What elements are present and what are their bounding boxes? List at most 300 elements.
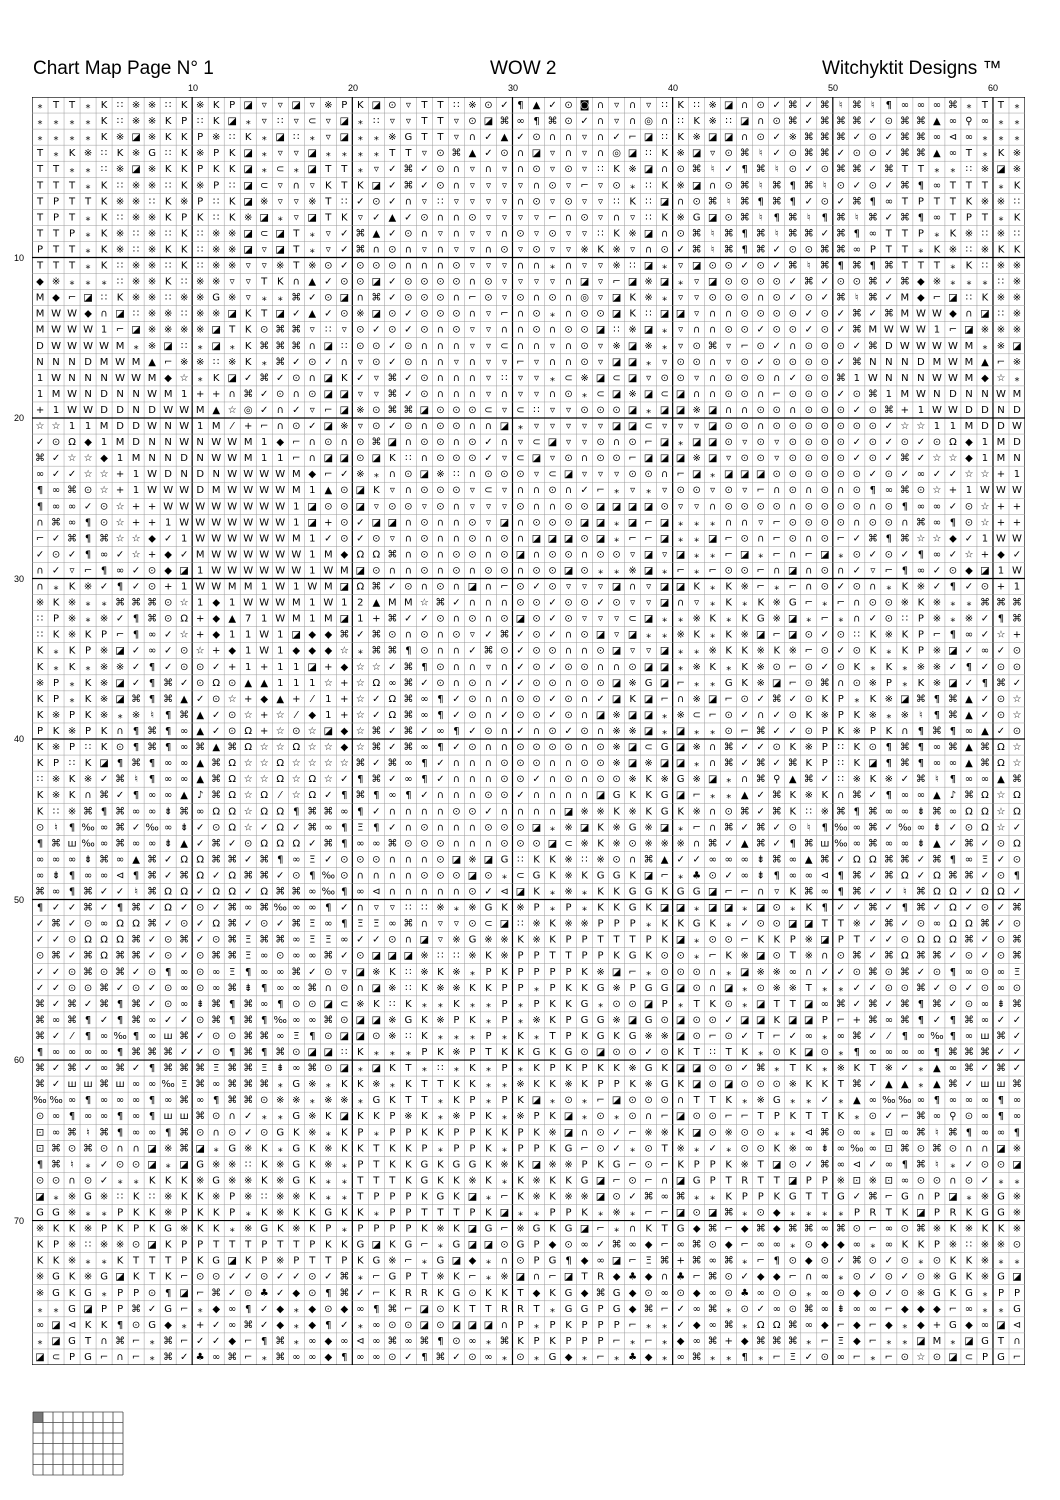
chart-symbol: ∷ — [132, 244, 140, 256]
chart-symbol: ∞ — [852, 1303, 862, 1315]
chart-symbol: ✓ — [292, 356, 301, 368]
chart-symbol: ⁎ — [726, 1303, 732, 1315]
chart-symbol: ⊙ — [436, 276, 445, 288]
chart-symbol: ◪ — [659, 822, 670, 834]
chart-symbol: ▿ — [517, 388, 524, 400]
chart-symbol: ∞ — [724, 854, 733, 866]
chart-symbol: K — [661, 934, 668, 946]
chart-symbol: ◪ — [707, 1207, 718, 1219]
chart-symbol: ⊙ — [660, 372, 669, 384]
chart-symbol: ⇟ — [244, 982, 253, 994]
chart-symbol: 1 — [949, 421, 957, 433]
chart-symbol: ⊙ — [500, 758, 509, 770]
chart-symbol: ✓ — [324, 1271, 333, 1283]
chart-symbol: ※ — [292, 1095, 301, 1107]
chart-symbol: ◆ — [164, 1319, 172, 1331]
chart-symbol: 1 — [196, 597, 204, 609]
chart-symbol: ☆ — [259, 758, 269, 770]
chart-symbol: ∞ — [932, 212, 942, 224]
chart-symbol: ⌘ — [211, 1014, 222, 1026]
chart-symbol: ⊙ — [772, 1287, 781, 1299]
chart-symbol: ¶ — [885, 790, 893, 802]
chart-symbol: ⌘ — [163, 1063, 174, 1075]
chart-symbol: W — [83, 340, 94, 352]
chart-symbol: ◆ — [772, 1207, 781, 1219]
chart-symbol: G — [292, 1175, 301, 1187]
chart-symbol: ⁎ — [758, 549, 764, 561]
chart-symbol: ▿ — [501, 276, 507, 288]
chart-symbol: ◪ — [83, 1303, 93, 1315]
chart-symbol: ⊙ — [420, 388, 429, 400]
chart-symbol: ✓ — [276, 918, 285, 930]
chart-symbol: ⁎ — [694, 1191, 700, 1203]
chart-symbol: M — [900, 308, 910, 320]
chart-symbol: ⌘ — [963, 1014, 974, 1026]
chart-symbol: 1 — [309, 597, 316, 609]
chart-symbol: ※ — [308, 1127, 317, 1139]
chart-symbol: ▲ — [196, 758, 205, 770]
chart-symbol: ⊙ — [596, 758, 605, 770]
chart-symbol: ◪ — [707, 774, 718, 786]
chart-symbol: T — [52, 260, 60, 272]
chart-symbol: Ξ — [293, 1030, 300, 1042]
chart-symbol: ⊙ — [772, 902, 781, 914]
chart-symbol: ⌘ — [867, 1014, 878, 1026]
chart-symbol: ∩ — [676, 196, 685, 208]
chart-symbol: K — [789, 886, 797, 898]
chart-symbol: ∞ — [147, 629, 157, 641]
chart-symbol: ⊙ — [580, 677, 589, 689]
chart-symbol: ※ — [147, 244, 157, 256]
chart-symbol: ◪ — [147, 1143, 157, 1155]
chart-symbol: ¶ — [132, 870, 140, 882]
chart-symbol: ⊙ — [980, 1159, 990, 1171]
chart-symbol: ∩ — [564, 790, 573, 802]
chart-symbol: ※ — [516, 902, 525, 914]
chart-symbol: ⊙ — [388, 1319, 397, 1331]
chart-symbol: K — [100, 212, 108, 224]
chart-symbol: ⌘ — [227, 742, 238, 754]
chart-symbol: ⁎ — [790, 1207, 796, 1219]
chart-symbol: ⌐ — [740, 726, 749, 737]
chart-symbol: ◪ — [483, 854, 494, 866]
chart-symbol: ⌐ — [804, 597, 813, 609]
chart-symbol: P — [117, 1207, 124, 1219]
chart-symbol: Ω — [228, 886, 237, 898]
chart-symbol: ⊙ — [564, 517, 573, 529]
chart-symbol: ⊙ — [83, 918, 93, 930]
chart-symbol: 1 — [293, 517, 300, 529]
chart-symbol: ⊙ — [436, 1303, 445, 1315]
chart-symbol: ⊙ — [532, 742, 541, 754]
chart-symbol: T — [453, 1207, 460, 1219]
chart-symbol: ✓ — [820, 966, 829, 978]
chart-symbol: ¶ — [821, 902, 828, 914]
chart-symbol: ¶ — [949, 966, 957, 978]
chart-symbol: K — [405, 1159, 412, 1171]
chart-symbol: ☆ — [179, 597, 189, 609]
chart-symbol: W — [259, 645, 270, 657]
chart-symbol: ⌘ — [131, 998, 142, 1010]
chart-symbol: ⁎ — [710, 1351, 716, 1363]
chart-symbol: ⊂ — [516, 404, 525, 416]
chart-symbol: ∩ — [452, 228, 461, 240]
chart-symbol: ∩ — [805, 565, 813, 577]
chart-symbol: ◪ — [675, 453, 686, 465]
chart-symbol: ※ — [836, 1063, 846, 1075]
chart-symbol: ✓ — [740, 918, 749, 930]
chart-symbol: ⌐ — [804, 549, 813, 561]
chart-symbol: ∞ — [788, 854, 797, 866]
chart-symbol: K — [757, 934, 765, 946]
chart-symbol: P — [917, 629, 924, 641]
chart-symbol: ※ — [388, 1255, 397, 1267]
chart-symbol: ⌘ — [131, 950, 142, 962]
chart-symbol: P — [597, 1335, 604, 1347]
chart-symbol: ☆ — [323, 677, 333, 689]
chart-symbol: ⁎ — [726, 790, 732, 802]
chart-symbol: K — [196, 1223, 204, 1235]
chart-symbol: K — [709, 661, 716, 673]
chart-symbol: ※ — [996, 324, 1006, 336]
chart-symbol: ∩ — [837, 565, 845, 577]
chart-symbol: ⊙ — [836, 453, 846, 465]
chart-symbol: ⌘ — [867, 838, 878, 850]
chart-symbol: ☆ — [355, 693, 365, 705]
chart-symbol: ∞ — [628, 1239, 637, 1251]
chart-symbol: ⊙ — [660, 966, 669, 978]
chart-symbol: ※ — [692, 661, 701, 673]
chart-symbol: K — [597, 822, 604, 834]
chart-symbol: ∞ — [99, 549, 109, 561]
chart-symbol: 1 — [965, 485, 973, 497]
chart-symbol: P — [549, 1063, 556, 1075]
chart-symbol: P — [597, 950, 604, 962]
chart-symbol: ∩ — [452, 517, 461, 529]
chart-symbol: ⊙ — [452, 421, 461, 433]
chart-symbol: K — [244, 340, 252, 352]
chart-symbol: ▿ — [533, 228, 540, 240]
chart-symbol: ∩ — [436, 565, 445, 577]
chart-symbol: ⌘ — [931, 854, 942, 866]
chart-symbol: P — [517, 950, 524, 962]
chart-symbol: ⁎ — [582, 1351, 588, 1363]
chart-symbol: G — [404, 1239, 413, 1251]
chart-symbol: ✓ — [99, 774, 109, 786]
chart-symbol: ✓ — [115, 982, 125, 994]
chart-symbol: ∞ — [420, 693, 429, 705]
chart-symbol: Ξ — [180, 1079, 188, 1091]
chart-symbol: K — [805, 1063, 813, 1075]
chart-symbol: ⊙ — [532, 324, 541, 336]
chart-symbol: ✓ — [388, 164, 397, 176]
chart-symbol: Ω — [901, 950, 909, 962]
chart-symbol: P — [549, 1319, 556, 1331]
chart-symbol: W — [275, 533, 286, 545]
chart-symbol: K — [84, 629, 92, 641]
chart-symbol: ※ — [276, 1159, 285, 1171]
chart-symbol: ∞ — [99, 1111, 109, 1123]
chart-symbol: ∩ — [596, 100, 605, 112]
chart-symbol: ⌘ — [739, 148, 750, 160]
chart-symbol: ⌐ — [788, 677, 797, 689]
chart-symbol: ⌘ — [899, 276, 910, 288]
chart-symbol: K — [164, 276, 172, 288]
chart-symbol: ∞ — [131, 838, 141, 850]
chart-symbol: ✓ — [484, 629, 493, 641]
chart-symbol: ▿ — [373, 372, 379, 384]
chart-symbol: T — [933, 260, 940, 272]
chart-symbol: ∩ — [516, 196, 525, 208]
chart-symbol: ∞ — [708, 1287, 717, 1299]
chart-symbol: ※ — [163, 1143, 173, 1155]
chart-symbol: Ω — [228, 790, 237, 802]
chart-symbol: ◪ — [643, 709, 654, 721]
chart-symbol: ※ — [436, 902, 445, 914]
chart-symbol: ◆ — [628, 1287, 637, 1299]
chart-symbol: ⌘ — [723, 244, 734, 256]
chart-symbol: K — [357, 1079, 364, 1091]
chart-symbol: ✓ — [836, 854, 846, 866]
chart-symbol: P — [69, 228, 76, 240]
chart-symbol: ✓ — [147, 982, 157, 994]
chart-symbol: K — [68, 148, 76, 160]
chart-symbol: ◪ — [179, 1287, 189, 1299]
chart-symbol: ◪ — [675, 758, 686, 770]
chart-symbol: W — [291, 565, 302, 577]
chart-symbol: ∞ — [163, 822, 173, 834]
chart-symbol: ⌘ — [1011, 902, 1022, 914]
chart-symbol: ◆ — [164, 549, 172, 561]
chart-symbol: ⁎ — [357, 132, 363, 144]
chart-symbol: ▿ — [357, 356, 363, 368]
chart-symbol: ∷ — [68, 758, 76, 770]
chart-symbol: T — [389, 148, 396, 160]
chart-symbol: ∩ — [452, 388, 461, 400]
chart-symbol: ◆ — [276, 1303, 285, 1315]
chart-symbol: ∩ — [709, 180, 717, 192]
chart-symbol: ⊙ — [788, 324, 797, 336]
chart-symbol: ✓ — [260, 388, 269, 400]
chart-symbol: ⌘ — [915, 886, 926, 898]
chart-symbol: ✓ — [356, 629, 365, 641]
chart-symbol: W — [227, 469, 238, 481]
chart-symbol: ∞ — [868, 228, 878, 240]
chart-symbol: ⁎ — [53, 661, 59, 673]
chart-symbol: ※ — [195, 276, 205, 288]
chart-symbol: ⊙ — [788, 469, 797, 481]
chart-symbol: ✓ — [756, 324, 765, 336]
chart-symbol: ✓ — [35, 982, 45, 994]
chart-symbol: K — [533, 1127, 540, 1139]
chart-symbol: + — [147, 501, 157, 513]
chart-symbol: ∩ — [532, 790, 541, 802]
chart-symbol: ⁎ — [870, 1239, 876, 1251]
chart-symbol: K — [693, 629, 700, 641]
chart-symbol: ⊙ — [820, 517, 829, 529]
chart-symbol: ⊙ — [596, 453, 605, 465]
chart-symbol: ⊙ — [692, 1207, 701, 1219]
chart-symbol: ▲ — [740, 838, 749, 850]
chart-symbol: ※ — [356, 308, 365, 320]
chart-symbol: ♮ — [150, 709, 154, 721]
chart-symbol: P — [309, 1239, 316, 1251]
chart-symbol: ⁎ — [117, 709, 123, 721]
chart-symbol: G — [596, 870, 605, 882]
chart-symbol: K — [549, 934, 556, 946]
chart-symbol: ◪ — [467, 870, 478, 882]
chart-symbol: ⌘ — [835, 806, 846, 818]
chart-symbol: ¶ — [421, 774, 428, 786]
chart-symbol: ∞ — [948, 148, 958, 160]
chart-symbol: G — [148, 1319, 156, 1331]
chart-symbol: K — [309, 1207, 316, 1219]
chart-symbol: ▿ — [614, 613, 620, 625]
chart-symbol: ∞ — [308, 1335, 317, 1347]
chart-symbol: ⌘ — [803, 886, 814, 898]
chart-symbol: P — [581, 1063, 588, 1075]
chart-symbol: ∩ — [452, 661, 461, 673]
chart-symbol: W — [275, 597, 286, 609]
chart-symbol: ⊙ — [836, 276, 846, 288]
chart-symbol: ⊙ — [163, 982, 173, 994]
chart-symbol: K — [357, 100, 364, 112]
chart-symbol: ▿ — [69, 565, 75, 577]
chart-symbol: ∞ — [900, 838, 910, 850]
chart-symbol: W — [915, 308, 926, 320]
chart-symbol: ⊙ — [692, 340, 701, 352]
chart-symbol: ※ — [964, 613, 974, 625]
chart-symbol: ▿ — [469, 164, 475, 176]
chart-symbol: ⊙ — [820, 533, 829, 545]
chart-symbol: ⊙ — [276, 388, 285, 400]
chart-symbol: ⁎ — [550, 822, 556, 834]
chart-symbol: ∞ — [596, 1255, 605, 1267]
chart-symbol: + — [195, 1319, 205, 1331]
chart-symbol: ∞ — [51, 1111, 61, 1123]
chart-symbol: ⊙ — [228, 1127, 237, 1139]
chart-symbol: G — [212, 1255, 221, 1267]
chart-symbol: K — [292, 1127, 300, 1139]
chart-symbol: ⁎ — [998, 1175, 1004, 1187]
chart-symbol: ⁎ — [630, 1207, 636, 1219]
chart-symbol: ✓ — [452, 742, 461, 754]
chart-symbol: ¶ — [36, 838, 44, 850]
chart-symbol: ∷ — [180, 340, 188, 352]
chart-symbol: ⊙ — [868, 437, 878, 449]
chart-symbol: ✓ — [195, 1030, 205, 1042]
chart-symbol: ш — [67, 838, 77, 850]
chart-symbol: ◆ — [100, 453, 108, 465]
chart-symbol: K — [36, 806, 44, 818]
chart-symbol: ⌐ — [468, 1271, 477, 1283]
chart-symbol: ⁎ — [982, 340, 988, 352]
chart-symbol: ※ — [868, 709, 878, 721]
chart-symbol: ∩ — [580, 742, 589, 754]
chart-symbol: ▲ — [212, 404, 221, 416]
chart-symbol: ⊙ — [195, 677, 205, 689]
chart-symbol: ⌘ — [243, 1079, 254, 1091]
chart-symbol: ⌘ — [275, 1351, 286, 1363]
chart-symbol: ⊙ — [436, 661, 445, 673]
chart-symbol: ※ — [163, 308, 173, 320]
chart-symbol: ш — [820, 838, 830, 850]
chart-symbol: ⌘ — [723, 228, 734, 240]
chart-symbol: ∞ — [292, 1063, 301, 1075]
chart-symbol: ∞ — [99, 1047, 109, 1059]
chart-symbol: ∷ — [100, 148, 108, 160]
cross-stitch-chart-grid — [32, 97, 1025, 1365]
chart-symbol: K — [741, 1047, 748, 1059]
chart-symbol: 1 — [277, 645, 284, 657]
chart-symbol: ※ — [692, 453, 701, 465]
chart-symbol: ♮ — [806, 260, 811, 272]
chart-symbol: P — [581, 1159, 588, 1171]
chart-symbol: ⊙ — [932, 1255, 942, 1267]
chart-symbol: W — [243, 501, 254, 513]
chart-symbol: K — [597, 244, 604, 256]
chart-symbol: ※ — [724, 1127, 733, 1139]
chart-symbol: ▿ — [598, 581, 604, 593]
chart-symbol: ⁎ — [341, 1159, 347, 1171]
chart-symbol: ∞ — [372, 1319, 381, 1331]
chart-symbol: P — [533, 950, 540, 962]
chart-symbol: T — [325, 196, 332, 208]
chart-symbol: ⌘ — [99, 790, 110, 802]
chart-symbol: ▿ — [389, 485, 395, 497]
chart-symbol: ◪ — [675, 308, 686, 320]
chart-symbol: T — [68, 244, 76, 256]
chart-symbol: ⌘ — [947, 100, 958, 112]
chart-symbol: P — [485, 966, 492, 978]
chart-symbol: ※ — [692, 132, 701, 144]
chart-symbol: ⌘ — [227, 1063, 238, 1075]
chart-symbol: ∩ — [468, 774, 477, 786]
chart-symbol: ∩ — [404, 196, 413, 208]
chart-symbol: ¶ — [277, 854, 284, 866]
chart-symbol: ◪ — [788, 629, 798, 641]
chart-symbol: ※ — [660, 1127, 669, 1139]
chart-symbol: ∩ — [516, 806, 525, 818]
chart-symbol: ◪ — [691, 1079, 702, 1091]
chart-symbol: ※ — [163, 324, 173, 336]
chart-symbol: ◪ — [355, 1014, 366, 1026]
chart-symbol: ⌐ — [788, 661, 797, 673]
chart-symbol: ⌘ — [403, 693, 414, 705]
chart-symbol: ⌘ — [835, 116, 846, 128]
chart-symbol: ∞ — [195, 806, 205, 818]
chart-symbol: ¶ — [901, 1030, 909, 1042]
chart-symbol: ∩ — [36, 517, 44, 529]
chart-symbol: ⌘ — [707, 1303, 718, 1315]
chart-symbol: ⊂ — [532, 437, 541, 449]
chart-symbol: ◪ — [739, 469, 750, 481]
chart-symbol: T — [325, 1255, 332, 1267]
chart-symbol: ▲ — [933, 1063, 941, 1075]
chart-symbol: T — [805, 1191, 812, 1203]
chart-symbol: T — [821, 1191, 828, 1203]
chart-symbol: P — [773, 1111, 780, 1123]
chart-symbol: N — [981, 388, 989, 400]
chart-symbol: ✓ — [868, 950, 878, 962]
chart-symbol: ⁎ — [662, 260, 668, 272]
chart-symbol: ✓ — [756, 806, 765, 818]
chart-symbol: P — [693, 1159, 700, 1171]
chart-symbol: ¶ — [116, 1111, 124, 1123]
chart-symbol: ⊙ — [868, 148, 878, 160]
chart-symbol: ⁎ — [998, 1303, 1004, 1315]
chart-symbol: ✓ — [308, 966, 317, 978]
